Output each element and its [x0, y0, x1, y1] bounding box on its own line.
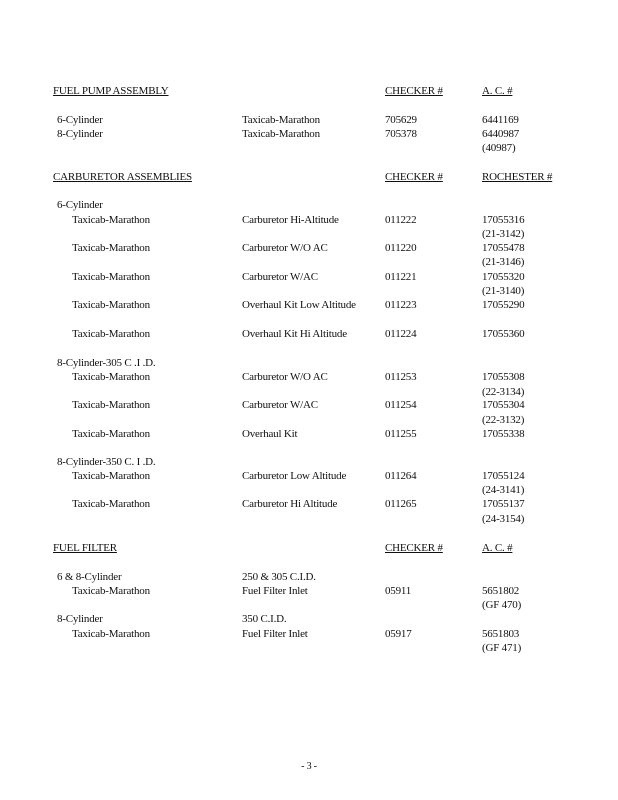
column-header-checker: CHECKER #: [385, 85, 443, 97]
model-label: Taxicab-Marathon: [72, 399, 150, 411]
part-description: Carburetor W/O AC: [242, 242, 328, 254]
checker-number: 011223: [385, 299, 417, 311]
rochester-number: 17055320: [482, 271, 525, 283]
part-description: Overhaul Kit: [242, 428, 298, 440]
part-description: Carburetor W/AC: [242, 271, 318, 283]
rochester-alt-number: (24-3141): [482, 484, 525, 496]
checker-number: 05911: [385, 585, 412, 597]
rochester-number: 17055290: [482, 299, 525, 311]
model-label: Taxicab-Marathon: [72, 628, 150, 640]
model-label: Taxicab-Marathon: [242, 128, 320, 140]
rochester-alt-number: (22-3132): [482, 414, 525, 426]
engine-label: 6-Cylinder: [57, 114, 103, 126]
section-title-fuel-pump: FUEL PUMP ASSEMBLY: [53, 85, 169, 97]
ac-number: 5651802: [482, 585, 520, 597]
ac-alt-number: (GF 470): [482, 599, 522, 611]
rochester-number: 17055137: [482, 498, 525, 510]
model-label: Taxicab-Marathon: [72, 585, 150, 597]
part-description: Fuel Filter Inlet: [242, 585, 308, 597]
cid-label: 250 & 305 C.I.D.: [242, 571, 316, 583]
rochester-number: 17055316: [482, 214, 525, 226]
rochester-number: 17055360: [482, 328, 525, 340]
checker-number: 011224: [385, 328, 417, 340]
checker-number: 011253: [385, 371, 417, 383]
ac-number: 6441169: [482, 114, 519, 126]
engine-group-label: 8-Cylinder-305 C .I .D.: [57, 357, 156, 369]
model-label: Taxicab-Marathon: [72, 214, 150, 226]
column-header-checker: CHECKER #: [385, 542, 443, 554]
rochester-number: 17055308: [482, 371, 525, 383]
rochester-alt-number: (22-3134): [482, 386, 525, 398]
rochester-alt-number: (24-3154): [482, 513, 525, 525]
column-header-ac: A. C. #: [482, 542, 513, 554]
model-label: Taxicab-Marathon: [72, 470, 150, 482]
part-description: Carburetor W/O AC: [242, 371, 328, 383]
part-description: Fuel Filter Inlet: [242, 628, 308, 640]
section-title-fuel-filter: FUEL FILTER: [53, 542, 117, 554]
section-title-carburetor: CARBURETOR ASSEMBLIES: [53, 171, 192, 183]
column-header-ac: A. C. #: [482, 85, 513, 97]
ac-alt-number: (GF 471): [482, 642, 522, 654]
ac-number: 6440987: [482, 128, 520, 140]
checker-number: 011255: [385, 428, 417, 440]
model-label: Taxicab-Marathon: [72, 428, 150, 440]
checker-number: 011222: [385, 214, 417, 226]
checker-number: 011221: [385, 271, 417, 283]
engine-group-label: 8-Cylinder-350 C. I .D.: [57, 456, 156, 468]
checker-number: 705629: [385, 114, 417, 126]
ac-number: 5651803: [482, 628, 520, 640]
engine-group-label: 6-Cylinder: [57, 199, 103, 211]
page-number: - 3 -: [301, 761, 317, 772]
checker-number: 011220: [385, 242, 417, 254]
model-label: Taxicab-Marathon: [72, 271, 150, 283]
model-label: Taxicab-Marathon: [72, 299, 150, 311]
ac-alt-number: (40987): [482, 142, 516, 154]
checker-number: 05917: [385, 628, 412, 640]
checker-number: 011264: [385, 470, 417, 482]
model-label: Taxicab-Marathon: [72, 328, 150, 340]
cid-label: 350 C.I.D.: [242, 613, 287, 625]
checker-number: 705378: [385, 128, 417, 140]
engine-label: 8-Cylinder: [57, 128, 103, 140]
part-description: Overhaul Kit Low Altitude: [242, 299, 356, 311]
part-description: Overhaul Kit Hi Altitude: [242, 328, 347, 340]
column-header-rochester: ROCHESTER #: [482, 171, 553, 183]
rochester-alt-number: (21-3140): [482, 285, 525, 297]
part-description: Carburetor Hi Altitude: [242, 498, 338, 510]
rochester-number: 17055478: [482, 242, 525, 254]
engine-group-label: 8-Cylinder: [57, 613, 103, 625]
part-description: Carburetor Hi-Altitude: [242, 214, 339, 226]
rochester-number: 17055124: [482, 470, 525, 482]
checker-number: 011254: [385, 399, 417, 411]
model-label: Taxicab-Marathon: [72, 498, 150, 510]
checker-number: 011265: [385, 498, 417, 510]
rochester-number: 17055338: [482, 428, 525, 440]
model-label: Taxicab-Marathon: [72, 242, 150, 254]
engine-group-label: 6 & 8-Cylinder: [57, 571, 122, 583]
part-description: Carburetor Low Altitude: [242, 470, 347, 482]
column-header-checker: CHECKER #: [385, 171, 443, 183]
rochester-alt-number: (21-3142): [482, 228, 525, 240]
rochester-alt-number: (21-3146): [482, 256, 525, 268]
rochester-number: 17055304: [482, 399, 525, 411]
model-label: Taxicab-Marathon: [72, 371, 150, 383]
part-description: Carburetor W/AC: [242, 399, 318, 411]
model-label: Taxicab-Marathon: [242, 114, 320, 126]
